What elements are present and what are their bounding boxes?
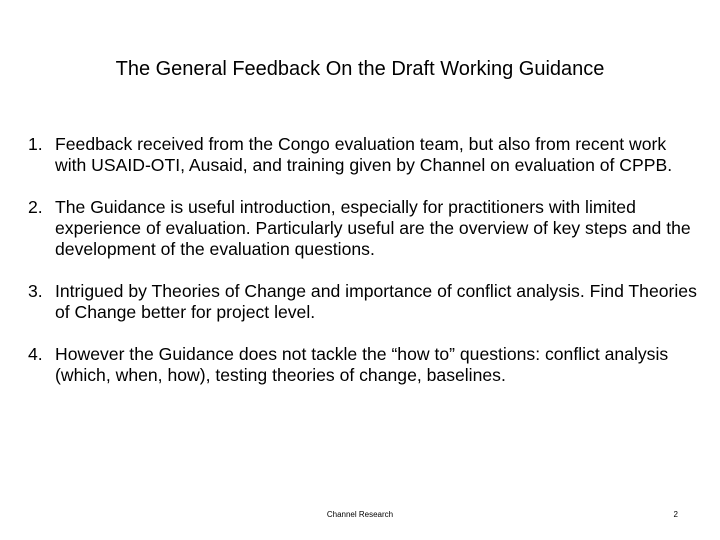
list-item-number: 3. bbox=[28, 281, 43, 301]
list-item bbox=[28, 344, 698, 386]
page-number: 2 bbox=[673, 510, 678, 519]
list-item-number: 1. bbox=[28, 134, 43, 154]
footer-source: Channel Research bbox=[326, 510, 394, 519]
list-item-text: Intrigued by Theories of Change and importance of conflict analysis. Find Theories of Change better for project level. bbox=[55, 281, 697, 322]
list-item-text: The Guidance is useful introduction, especially for practitioners with limited experience of evaluation. Particularly useful are the overview of key steps and the development of the evaluation questions. bbox=[55, 197, 691, 259]
list-item-text: Feedback received from the Congo evaluation team, but also from recent work with USAID-OTI, Ausaid, and training given by Channel on evaluation of CPPB. bbox=[55, 134, 673, 175]
list-item-number: 4. bbox=[28, 344, 43, 364]
list-item-number: 2. bbox=[28, 197, 43, 217]
list-item-text: However the Guidance does not tackle the “how to” questions: conflict analysis (which, when, how), testing theories of change, baselines. bbox=[55, 344, 669, 385]
slide-title: The General Feedback On the Draft Working Guidance bbox=[115, 58, 605, 80]
list-item bbox=[28, 281, 698, 323]
feedback-list bbox=[28, 134, 698, 386]
list-item bbox=[28, 134, 698, 176]
list-item bbox=[28, 197, 698, 260]
